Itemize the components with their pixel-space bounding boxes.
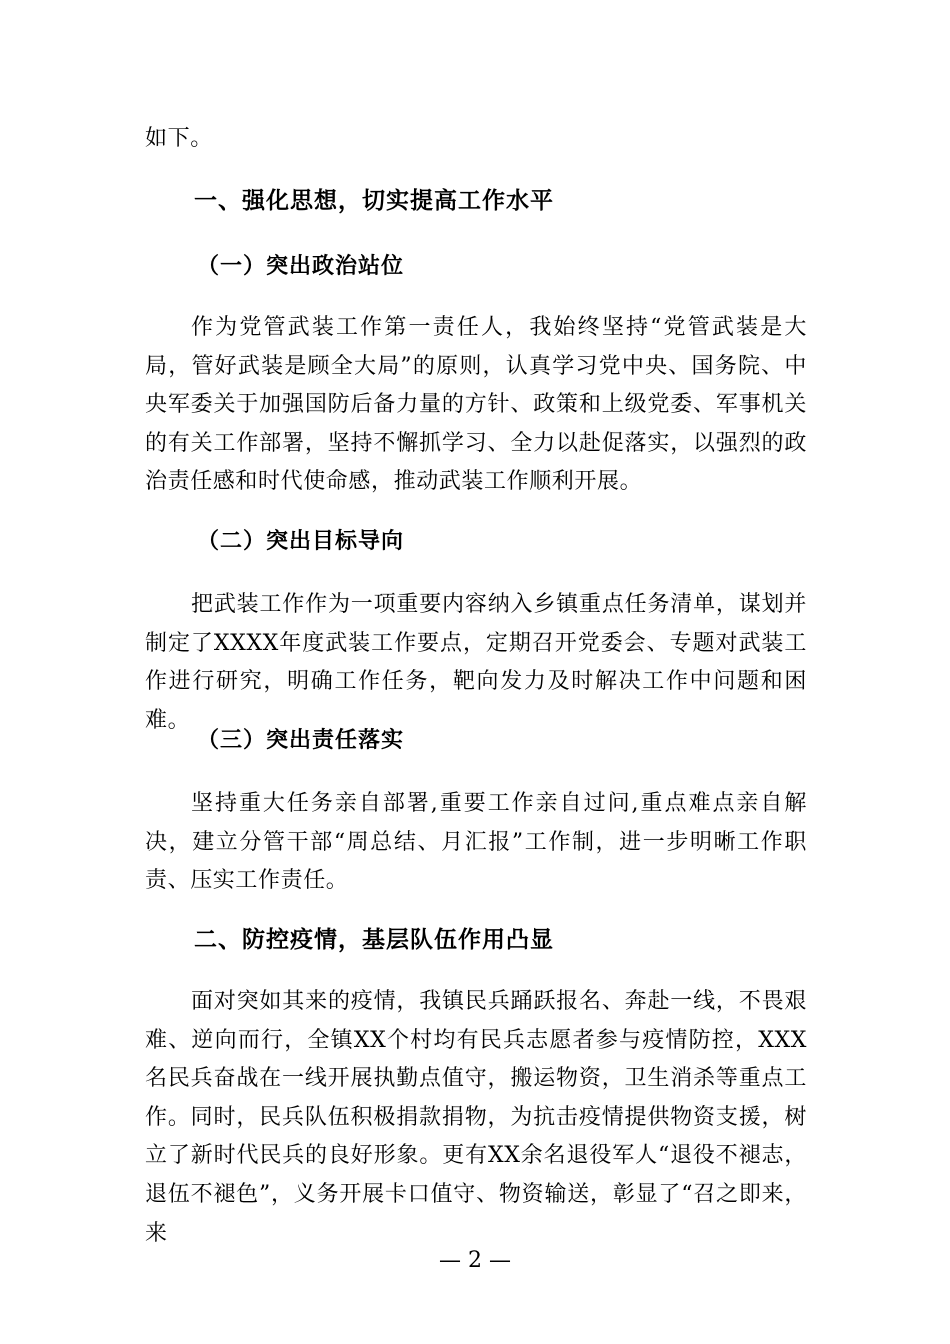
section1-heading: 一、强化思想，切实提高工作水平	[194, 188, 554, 214]
section1-sub1-heading: （一）突出政治站位	[197, 253, 405, 279]
intro-tail-text: 如下。	[145, 126, 213, 151]
section1-sub2-body: 把武装工作作为一项重要内容纳入乡镇重点任务清单，谋划并制定了XXXX年度武装工作要点，定期召开党委会、专题对武装工作进行研究，明确工作任务，靶向发力及时解决工作中问题和困难。	[145, 592, 807, 733]
section1-sub1-body: 作为党管武装工作第一责任人，我始终坚持“党管武装是大局，管好武装是顾全大局”的原则，认真学习党中央、国务院、中央军委关于加强国防后备力量的方针、政策和上级党委、军事机关的有关工作部署，坚持不懈抓学习、全力以赴促落实，以强烈的政治责任感和时代使命感，推动武装工作顺利开展。	[145, 315, 807, 495]
section2-heading: 二、防控疫情，基层队伍作用凸显	[194, 927, 554, 953]
section1-sub2-heading: （二）突出目标导向	[197, 528, 405, 554]
section1-sub3-heading: （三）突出责任落实	[197, 727, 405, 753]
page-number: — 2 —	[439, 1248, 511, 1273]
section1-sub3-body: 坚持重大任务亲自部署,重要工作亲自过问,重点难点亲自解决，建立分管干部“周总结、月汇报”工作制，进一步明晰工作职责、压实工作责任。	[145, 791, 807, 894]
section2-body: 面对突如其来的疫情，我镇民兵踊跃报名、奔赴一线，不畏艰难、逆向而行，全镇XX个村均有民兵志愿者参与疫情防控，XXX名民兵奋战在一线开展执勤点值守，搬运物资，卫生消杀等重点工作。同时，民兵队伍积极捐款捐物，为抗击疫情提供物资支援，树立了新时代民兵的良好形象。更有XX余名退役军人“退役不褪志，退伍不褪色”，义务开展卡口值守、物资输送，彰显了“召之即来，来	[145, 989, 807, 1246]
